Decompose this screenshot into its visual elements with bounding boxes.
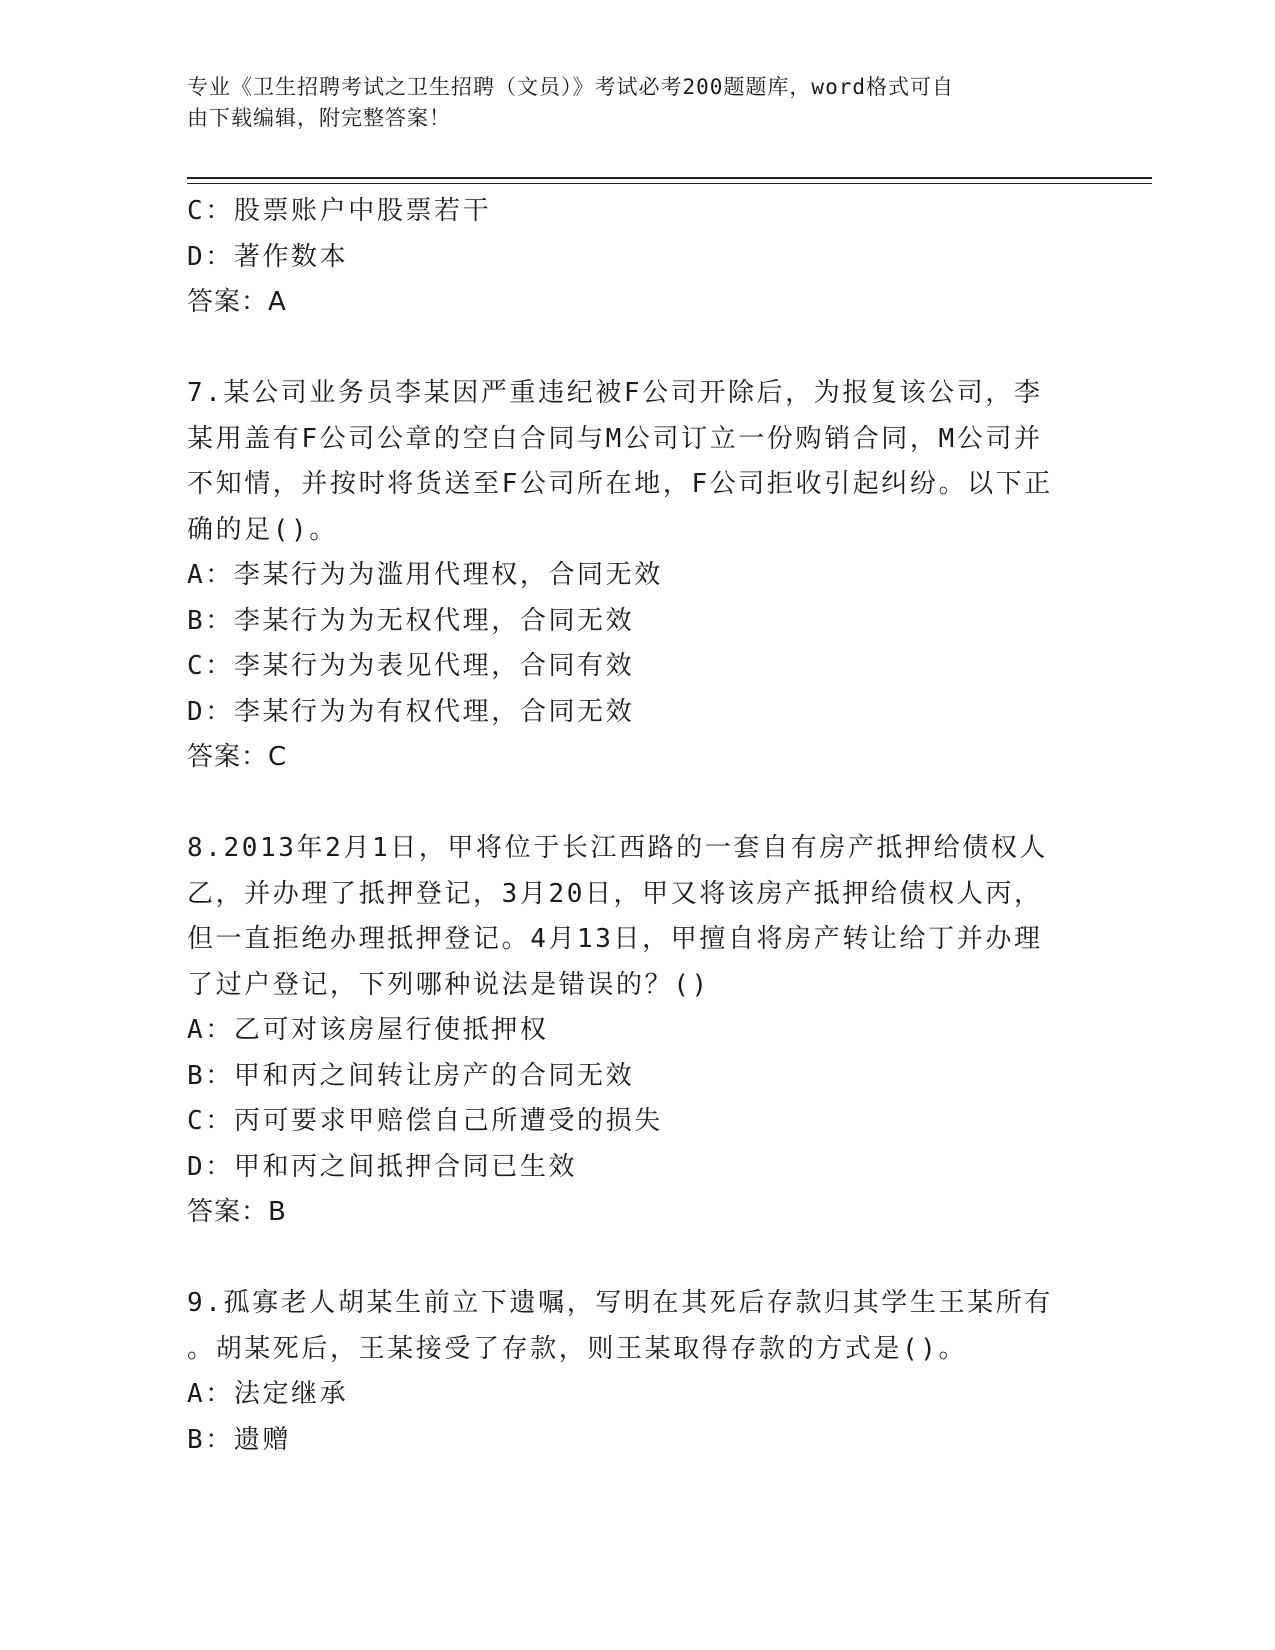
option-d: D：甲和丙之间抵押合同已生效 <box>187 1151 578 1182</box>
question-9 <box>187 1281 1087 1463</box>
question-stem-line: 。胡某死后，王某接受了存款，则王某取得存款的方式是()。 <box>187 1333 968 1364</box>
spacer <box>187 326 1087 372</box>
question-stem-line: 7.某公司业务员李某因严重违纪被F公司开除后，为报复该公司，李 <box>187 378 1043 408</box>
header-rule <box>187 177 1152 179</box>
spacer <box>187 781 1087 827</box>
option-c: C：股票账户中股票若干 <box>187 196 492 226</box>
option-c: C：丙可要求甲赔偿自己所遭受的损失 <box>187 1106 663 1136</box>
question-stem-line: 但一直拒绝办理抵押登记。4月13日，甲擅自将房产转让给丁并办理 <box>187 924 1043 954</box>
option-d: D：著作数本 <box>187 241 349 272</box>
question-stem-line: 8.2013年2月1日，甲将位于长江西路的一套自有房产抵押给债权人 <box>187 833 1049 863</box>
question-stem-line: 乙，并办理了抵押登记，3月20日，甲又将该房产抵押给债权人丙， <box>187 878 1043 909</box>
question-stem-line: 不知情，并按时将货送至F公司所在地，F公司拒收引起纠纷。以下正 <box>187 469 1053 499</box>
spacer <box>187 1236 1087 1282</box>
question-stem-line: 了过户登记，下列哪种说法是错误的？() <box>187 969 710 1000</box>
answer-line: 答案：B <box>187 1197 287 1227</box>
document-header <box>187 72 1067 134</box>
option-c: C：李某行为为表见代理，合同有效 <box>187 651 635 681</box>
question-list <box>187 189 1087 1463</box>
header-line-1: 专业《卫生招聘考试之卫生招聘（文员）》考试必考200题题库，word格式可自 <box>187 75 954 99</box>
option-a: A：乙可对该房屋行使抵押权 <box>187 1015 549 1045</box>
question-stem-line: 确的足()。 <box>187 514 338 545</box>
header-rule-thin <box>187 183 1152 184</box>
option-b: B：甲和丙之间转让房产的合同无效 <box>187 1060 635 1091</box>
option-b: B：李某行为为无权代理，合同无效 <box>187 605 635 636</box>
option-d: D：李某行为为有权代理，合同无效 <box>187 696 635 727</box>
option-a: A：李某行为为滥用代理权，合同无效 <box>187 560 663 590</box>
option-a: A：法定继承 <box>187 1379 349 1409</box>
question-stem-line: 某用盖有F公司公章的空白合同与M公司订立一份购销合同，M公司并 <box>187 423 1043 454</box>
answer-line: 答案：A <box>187 287 287 317</box>
question-6-tail <box>187 189 1087 326</box>
question-stem-line: 9.孤寡老人胡某生前立下遗嘱，写明在其死后存款归其学生王某所有 <box>187 1288 1053 1318</box>
question-7 <box>187 371 1087 781</box>
answer-line: 答案：C <box>187 742 288 772</box>
option-b: B：遗赠 <box>187 1424 292 1455</box>
question-8 <box>187 826 1087 1236</box>
header-line-2: 由下载编辑，附完整答案！ <box>187 106 451 130</box>
